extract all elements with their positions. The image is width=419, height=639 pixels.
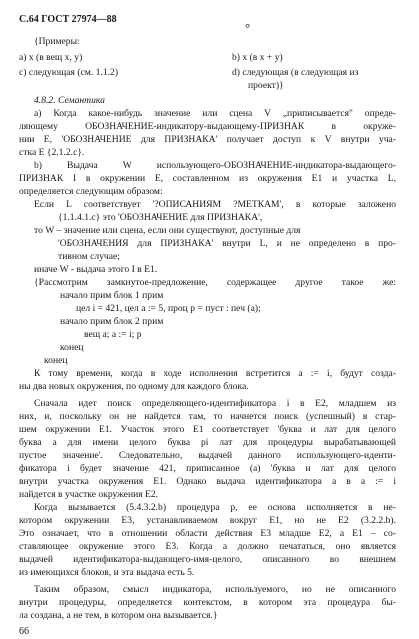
text-line: них, и, поскольку он не найдется там, то начнется поиск (успешный) в стар- xyxy=(19,411,396,422)
code-line: цел i = 421, цел а := 5, проц p = пуст : печ (а); xyxy=(76,303,261,314)
text-line: то W – значение или сцена, если они существуют, доступные для xyxy=(34,225,301,236)
text-line: котором окружении E3, устанавливаемом вокруг E1, но не E2 (3.2.2.b). xyxy=(19,515,396,526)
text-line: Это означает, что в отношении области действия E3 младше E2, а E1 – со- xyxy=(19,528,396,539)
text-line: шем окружении E1. Участок этого E1 соответствует 'буква и лат для целого xyxy=(19,424,396,435)
text-line: выдачей идентификатора-выдающего-имя-целого, описанного во внешнем xyxy=(19,554,396,565)
text-line: b) Выдача W использующего-ОБОЗНАЧЕНИЕ-индикатора-выдающего- xyxy=(34,160,396,171)
text-line: тивном случае; xyxy=(58,251,120,262)
text-line: пустое значение'. Следовательно, выдачей данного использующего-иденти- xyxy=(19,450,396,461)
text-line: {1.1.4.1.с} это 'ОБОЗНАЧЕНИЕ для ПРИЗНАКА', xyxy=(58,212,263,223)
text-line: К тому времени, когда в ходе исполнения встретится а := i, будут созда- xyxy=(34,368,396,379)
text-line: внутри процедуры, определяется контекстом, в котором эта процедура бы- xyxy=(19,597,396,608)
text-line: ляющему ОБОЗНАЧЕНИЕ-индикатору-выдающему-ПРИЗНАК в окруже- xyxy=(19,121,396,132)
text-line: Когда вызывается (5.4.3.2.b) процедура p, ее основа исполняется в не- xyxy=(34,502,396,513)
example-d: d) следующая (в следующая из xyxy=(232,67,359,78)
text-line: иначе W - выдача этого I в E1. xyxy=(34,264,158,275)
text-line: ла создана, а не тем, в котором она вызывается.} xyxy=(19,610,218,621)
text-line: Таким образом, смысл индикатора, используемого, но не описанного xyxy=(34,584,396,595)
text-line: определяется следующим образом: xyxy=(19,186,163,197)
text-line: ставляющее окружение этого E3. Когда а должно печататься, оно является xyxy=(19,541,396,552)
example-a: а) x (в вещ x, y) xyxy=(19,52,83,63)
text-line: нии E, 'ОБОЗНАЧЕНИЕ для ПРИЗНАКА' получает доступ к V внутри уча- xyxy=(19,134,396,145)
examples-title: {Примеры: xyxy=(34,36,80,47)
text-line: 'ОБОЗНАЧЕНИЯ для ПРИЗНАКА' внутри L, и не определено в про- xyxy=(58,238,396,249)
text-line: Сначала идет поиск определяющего-идентификатора i в E2, младшем из xyxy=(34,398,396,409)
code-line: конец xyxy=(60,342,84,353)
text-line: найдется в участке окружения E2. xyxy=(19,489,159,500)
text-line: а) Когда какое-нибудь значение или сцена V „приписывается" опреде- xyxy=(34,108,396,119)
example-c: с) следующая (см. 1.1.2) xyxy=(19,67,119,78)
text-line: ны два новых окружения, по одному для каждого блока. xyxy=(19,381,249,392)
code-line: конец xyxy=(44,355,68,366)
example-b: b) x (в x + y) xyxy=(232,52,283,63)
text-line: {Рассмотрим замкнутое-предложение, содержащее другое такое же: xyxy=(34,277,396,288)
text-line: фикатора i будет значение 421, приписанное (а) 'буква и лат для целого xyxy=(19,463,396,474)
code-line: начало прим блок 1 прим xyxy=(60,290,164,301)
decorative-mark: ° xyxy=(245,20,251,35)
text-line: из имеющихся блоков, и эта выдача есть 5. xyxy=(19,567,195,578)
page-header: С.64 ГОСТ 27974—88 xyxy=(19,14,117,25)
code-line: начало прим блок 2 прим xyxy=(60,316,164,327)
text-line: ПРИЗНАК I в окружении E, составленном из окружения E1 и участка L, xyxy=(19,173,396,184)
text-line: Если L соответствует '?ОПИСАНИЯМ ?МЕТКАМ', в которые заложено xyxy=(34,199,396,210)
page-number: 66 xyxy=(19,626,29,637)
example-d-continued: проект)} xyxy=(248,80,284,91)
code-line: вещ а; а := i; p xyxy=(84,329,142,340)
text-line: внутри участка окружения E1. Однако выдача идентификатора а в а := i xyxy=(19,476,396,487)
text-line: стка E {2.1.2.с}. xyxy=(19,147,85,158)
section-title: 4.8.2. Семантика xyxy=(34,95,105,106)
text-line: буква а для имени целого буква pi лат для процедуры вырабатывающей xyxy=(19,437,396,448)
